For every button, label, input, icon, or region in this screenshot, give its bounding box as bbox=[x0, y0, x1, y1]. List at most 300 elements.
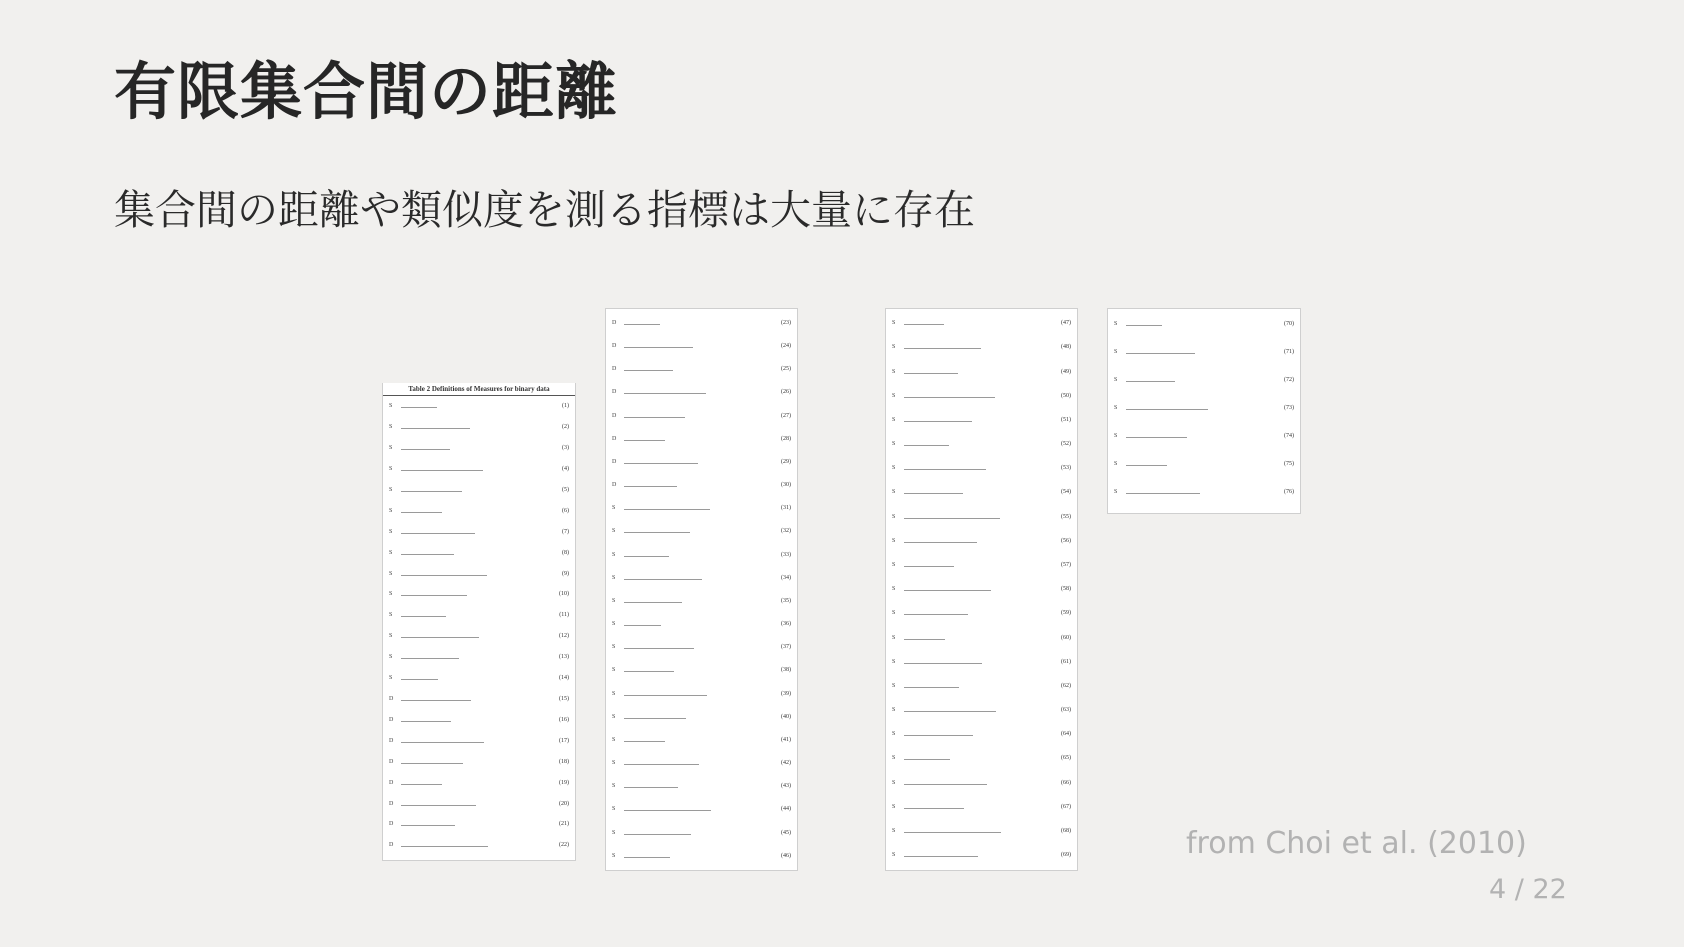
formula-fraction-line bbox=[624, 393, 706, 394]
formula-row bbox=[892, 852, 1071, 862]
equation-number: (43) bbox=[781, 783, 791, 790]
formula-fraction-line bbox=[401, 784, 442, 785]
equation-number: (6) bbox=[562, 507, 569, 514]
equation-number: (37) bbox=[781, 644, 791, 651]
formula-fraction-line bbox=[1126, 381, 1175, 382]
formula-row bbox=[892, 465, 1071, 475]
formula-row bbox=[389, 612, 569, 622]
formula-symbol: S bbox=[389, 675, 393, 682]
formula-fraction-line bbox=[401, 616, 446, 617]
formula-fraction-line bbox=[1126, 409, 1208, 410]
formula-row bbox=[612, 737, 791, 747]
formula-fraction-line bbox=[904, 421, 972, 422]
formula-row bbox=[389, 780, 569, 790]
formula-row bbox=[892, 562, 1071, 572]
formula-symbol: S bbox=[612, 597, 616, 604]
formula-fraction-line bbox=[1126, 353, 1195, 354]
formula-fraction-line bbox=[624, 486, 677, 487]
equation-number: (58) bbox=[1061, 586, 1071, 593]
formula-fraction-line bbox=[401, 742, 484, 743]
equation-number: (53) bbox=[1061, 465, 1071, 472]
formula-row bbox=[612, 436, 791, 446]
formula-fraction-line bbox=[624, 509, 710, 510]
equation-number: (17) bbox=[559, 737, 569, 744]
equation-number: (12) bbox=[559, 633, 569, 640]
formula-symbol: D bbox=[389, 779, 394, 786]
formula-fraction-line bbox=[624, 579, 702, 580]
formula-row bbox=[1114, 489, 1294, 499]
formula-symbol: S bbox=[892, 707, 896, 714]
formula-row bbox=[1114, 433, 1294, 443]
formula-symbol: S bbox=[1114, 461, 1118, 468]
formula-fraction-line bbox=[401, 554, 454, 555]
formula-row bbox=[1114, 349, 1294, 359]
formula-row bbox=[389, 571, 569, 581]
formula-fraction-line bbox=[624, 370, 673, 371]
equation-number: (72) bbox=[1284, 377, 1294, 384]
formula-row bbox=[612, 714, 791, 724]
formula-symbol: S bbox=[612, 829, 616, 836]
formula-symbol: D bbox=[389, 842, 394, 849]
equation-number: (33) bbox=[781, 551, 791, 558]
formula-fraction-line bbox=[904, 348, 981, 349]
formula-row bbox=[612, 783, 791, 793]
formula-fraction-line bbox=[904, 469, 986, 470]
equation-number: (15) bbox=[559, 696, 569, 702]
equation-number: (49) bbox=[1061, 368, 1071, 375]
equation-number: (26) bbox=[781, 389, 791, 396]
equation-number: (59) bbox=[1061, 610, 1071, 617]
equation-number: (51) bbox=[1061, 416, 1071, 423]
formula-fraction-line bbox=[401, 763, 463, 764]
equation-number: (11) bbox=[559, 612, 569, 619]
equation-number: (27) bbox=[781, 412, 791, 419]
equation-number: (35) bbox=[781, 597, 791, 604]
formula-fraction-line bbox=[624, 741, 665, 742]
formula-symbol: S bbox=[892, 561, 896, 568]
formula-fraction-line bbox=[624, 602, 682, 603]
formula-fraction-line bbox=[904, 614, 968, 615]
formula-row bbox=[892, 659, 1071, 669]
formula-fraction-line bbox=[904, 759, 950, 760]
formula-row bbox=[612, 691, 791, 701]
formula-row bbox=[1114, 461, 1294, 471]
equation-number: (56) bbox=[1061, 537, 1071, 544]
formula-fraction-line bbox=[904, 832, 1001, 833]
formula-row bbox=[389, 842, 569, 852]
formula-symbol: S bbox=[892, 634, 896, 641]
formula-fraction-line bbox=[624, 532, 690, 533]
equation-number: (64) bbox=[1061, 731, 1071, 738]
equation-number: (65) bbox=[1061, 755, 1071, 762]
formula-symbol: S bbox=[892, 465, 896, 472]
formula-fraction-line bbox=[904, 493, 963, 494]
formula-row bbox=[612, 366, 791, 376]
formula-row bbox=[612, 806, 791, 816]
formula-symbol: S bbox=[892, 658, 896, 665]
equation-number: (71) bbox=[1284, 349, 1294, 356]
table-rows bbox=[606, 313, 797, 870]
equation-number: (29) bbox=[781, 458, 791, 465]
formula-row bbox=[389, 487, 569, 497]
equation-number: (13) bbox=[559, 654, 569, 661]
equation-number: (25) bbox=[781, 366, 791, 373]
formula-symbol: S bbox=[1114, 349, 1118, 356]
formula-symbol: S bbox=[612, 528, 616, 535]
formula-symbol: S bbox=[612, 551, 616, 558]
equation-number: (61) bbox=[1061, 658, 1071, 665]
equation-number: (50) bbox=[1061, 392, 1071, 399]
formula-row bbox=[389, 529, 569, 539]
formula-symbol: S bbox=[892, 803, 896, 810]
formula-symbol: S bbox=[892, 537, 896, 544]
equation-number: (22) bbox=[559, 842, 569, 849]
equation-number: (46) bbox=[781, 852, 791, 859]
formula-fraction-line bbox=[904, 542, 977, 543]
equation-number: (10) bbox=[559, 591, 569, 598]
formula-row bbox=[389, 424, 569, 434]
formula-row bbox=[612, 760, 791, 770]
slide-subtitle: 集合間の距離や類似度を測る指標は大量に存在 bbox=[114, 186, 975, 234]
formula-symbol: S bbox=[389, 570, 393, 577]
equation-number: (70) bbox=[1284, 321, 1294, 328]
equation-number: (54) bbox=[1061, 489, 1071, 496]
formula-fraction-line bbox=[624, 695, 707, 696]
formula-symbol: S bbox=[892, 682, 896, 689]
equation-number: (30) bbox=[781, 482, 791, 489]
formula-row bbox=[389, 759, 569, 769]
formula-fraction-line bbox=[1126, 325, 1162, 326]
formula-fraction-line bbox=[401, 449, 450, 450]
formula-symbol: S bbox=[892, 852, 896, 859]
equation-number: (5) bbox=[562, 486, 569, 493]
formula-symbol: S bbox=[892, 441, 896, 448]
measures-table-3 bbox=[885, 308, 1078, 871]
formula-fraction-line bbox=[904, 784, 987, 785]
formula-fraction-line bbox=[401, 575, 487, 576]
measures-table-2 bbox=[605, 308, 798, 871]
formula-symbol: D bbox=[612, 435, 617, 442]
equation-number: (31) bbox=[781, 505, 791, 512]
formula-row bbox=[612, 644, 791, 654]
formula-symbol: S bbox=[892, 344, 896, 351]
equation-number: (8) bbox=[562, 549, 569, 556]
formula-symbol: D bbox=[612, 412, 617, 419]
formula-fraction-line bbox=[904, 373, 958, 374]
formula-fraction-line bbox=[401, 491, 462, 492]
formula-symbol: S bbox=[1114, 489, 1118, 496]
measures-table-1 bbox=[382, 383, 576, 861]
formula-symbol: S bbox=[892, 827, 896, 834]
formula-row bbox=[892, 586, 1071, 596]
formula-row bbox=[892, 538, 1071, 548]
equation-number: (38) bbox=[781, 667, 791, 674]
formula-fraction-line bbox=[624, 718, 686, 719]
formula-symbol: D bbox=[612, 366, 617, 373]
equation-number: (19) bbox=[559, 779, 569, 786]
formula-row bbox=[389, 738, 569, 748]
slide-title: 有限集合間の距離 bbox=[114, 55, 619, 128]
formula-fraction-line bbox=[624, 463, 698, 464]
formula-fraction-line bbox=[401, 658, 459, 659]
formula-symbol: S bbox=[389, 466, 393, 472]
formula-fraction-line bbox=[904, 590, 991, 591]
formula-row bbox=[612, 830, 791, 840]
equation-number: (73) bbox=[1284, 405, 1294, 412]
formula-fraction-line bbox=[904, 324, 944, 325]
formula-symbol: S bbox=[389, 507, 393, 514]
formula-fraction-line bbox=[624, 648, 694, 649]
formula-row bbox=[892, 344, 1071, 354]
formula-symbol: D bbox=[612, 482, 617, 489]
equation-number: (47) bbox=[1061, 320, 1071, 327]
formula-symbol: D bbox=[612, 458, 617, 465]
formula-fraction-line bbox=[624, 556, 669, 557]
formula-symbol: S bbox=[892, 779, 896, 786]
table-rows bbox=[886, 313, 1077, 870]
formula-row bbox=[892, 369, 1071, 379]
formula-row bbox=[892, 320, 1071, 330]
formula-fraction-line bbox=[904, 711, 996, 712]
formula-fraction-line bbox=[904, 639, 945, 640]
formula-fraction-line bbox=[401, 470, 483, 471]
equation-number: (36) bbox=[781, 621, 791, 628]
formula-symbol: D bbox=[389, 696, 394, 702]
formula-symbol: S bbox=[1114, 405, 1118, 412]
formula-symbol: D bbox=[389, 758, 394, 765]
equation-number: (16) bbox=[559, 716, 569, 723]
formula-fraction-line bbox=[904, 856, 978, 857]
table-rows bbox=[1108, 313, 1300, 513]
formula-fraction-line bbox=[904, 518, 1000, 519]
formula-fraction-line bbox=[401, 846, 488, 847]
formula-symbol: D bbox=[612, 389, 617, 396]
equation-number: (18) bbox=[559, 758, 569, 765]
formula-fraction-line bbox=[624, 787, 678, 788]
formula-row bbox=[612, 552, 791, 562]
formula-symbol: S bbox=[1114, 321, 1118, 328]
equation-number: (24) bbox=[781, 343, 791, 350]
formula-symbol: D bbox=[389, 821, 394, 828]
page-number: 4 / 22 bbox=[1489, 874, 1567, 905]
formula-row bbox=[612, 482, 791, 492]
formula-row bbox=[389, 675, 569, 685]
formula-row bbox=[892, 828, 1071, 838]
formula-symbol: S bbox=[612, 621, 616, 628]
equation-number: (3) bbox=[562, 445, 569, 452]
formula-fraction-line bbox=[401, 679, 438, 680]
formula-fraction-line bbox=[1126, 465, 1167, 466]
formula-fraction-line bbox=[624, 625, 661, 626]
formula-fraction-line bbox=[401, 825, 455, 826]
equation-number: (57) bbox=[1061, 561, 1071, 568]
formula-row bbox=[389, 696, 569, 706]
formula-row bbox=[389, 801, 569, 811]
formula-fraction-line bbox=[401, 721, 451, 722]
formula-row bbox=[612, 343, 791, 353]
equation-number: (28) bbox=[781, 435, 791, 442]
equation-number: (74) bbox=[1284, 433, 1294, 440]
formula-row bbox=[892, 514, 1071, 524]
formula-fraction-line bbox=[1126, 493, 1200, 494]
formula-row bbox=[389, 654, 569, 664]
formula-symbol: S bbox=[389, 612, 393, 619]
formula-symbol: S bbox=[612, 574, 616, 581]
formula-fraction-line bbox=[624, 764, 699, 765]
formula-symbol: S bbox=[389, 654, 393, 661]
equation-number: (55) bbox=[1061, 513, 1071, 520]
formula-symbol: S bbox=[892, 489, 896, 496]
formula-symbol: D bbox=[389, 716, 394, 723]
equation-number: (44) bbox=[781, 806, 791, 813]
formula-row bbox=[389, 821, 569, 831]
formula-row bbox=[892, 804, 1071, 814]
formula-symbol: S bbox=[389, 549, 393, 556]
formula-symbol: S bbox=[892, 368, 896, 375]
formula-symbol: S bbox=[1114, 433, 1118, 440]
formula-row bbox=[892, 707, 1071, 717]
formula-fraction-line bbox=[624, 834, 691, 835]
equation-number: (66) bbox=[1061, 779, 1071, 786]
formula-row bbox=[892, 489, 1071, 499]
formula-row bbox=[612, 528, 791, 538]
formula-row bbox=[1114, 377, 1294, 387]
formula-fraction-line bbox=[624, 417, 685, 418]
formula-row bbox=[892, 393, 1071, 403]
table-rows bbox=[383, 397, 575, 860]
formula-symbol: S bbox=[389, 633, 393, 640]
formula-symbol: S bbox=[612, 783, 616, 790]
formula-fraction-line bbox=[904, 445, 949, 446]
formula-fraction-line bbox=[401, 512, 442, 513]
equation-number: (67) bbox=[1061, 803, 1071, 810]
formula-symbol: S bbox=[892, 610, 896, 617]
equation-number: (9) bbox=[562, 570, 569, 577]
formula-row bbox=[892, 610, 1071, 620]
equation-number: (7) bbox=[562, 528, 569, 535]
formula-row bbox=[892, 755, 1071, 765]
formula-symbol: S bbox=[612, 713, 616, 720]
equation-number: (45) bbox=[781, 829, 791, 836]
equation-number: (1) bbox=[562, 403, 569, 410]
formula-symbol: S bbox=[612, 505, 616, 512]
formula-row bbox=[892, 635, 1071, 645]
formula-symbol: S bbox=[892, 416, 896, 423]
formula-symbol: D bbox=[389, 800, 394, 807]
formula-fraction-line bbox=[624, 440, 665, 441]
formula-fraction-line bbox=[401, 595, 467, 596]
formula-symbol: D bbox=[612, 343, 617, 350]
formula-symbol: S bbox=[892, 392, 896, 399]
formula-fraction-line bbox=[401, 533, 475, 534]
formula-symbol: S bbox=[612, 644, 616, 651]
formula-row bbox=[892, 780, 1071, 790]
formula-symbol: S bbox=[612, 736, 616, 743]
formula-row bbox=[389, 403, 569, 413]
formula-row bbox=[892, 417, 1071, 427]
formula-fraction-line bbox=[904, 663, 982, 664]
formula-fraction-line bbox=[624, 857, 670, 858]
formula-symbol: S bbox=[612, 690, 616, 697]
formula-row bbox=[892, 683, 1071, 693]
formula-row bbox=[612, 853, 791, 863]
measures-table-4 bbox=[1107, 308, 1301, 514]
formula-symbol: S bbox=[612, 760, 616, 767]
equation-number: (69) bbox=[1061, 852, 1071, 859]
formula-symbol: S bbox=[612, 852, 616, 859]
formula-fraction-line bbox=[904, 808, 964, 809]
equation-number: (20) bbox=[559, 800, 569, 807]
equation-number: (48) bbox=[1061, 344, 1071, 351]
formula-row bbox=[389, 717, 569, 727]
formula-fraction-line bbox=[904, 687, 959, 688]
formula-symbol: S bbox=[389, 445, 393, 452]
formula-row bbox=[612, 505, 791, 515]
formula-fraction-line bbox=[904, 566, 954, 567]
formula-row bbox=[612, 598, 791, 608]
source-citation: from Choi et al. (2010) bbox=[1186, 826, 1527, 861]
table-caption: Table 2 Definitions of Measures for binary data bbox=[408, 385, 550, 393]
formula-symbol: S bbox=[389, 403, 393, 410]
formula-fraction-line bbox=[401, 407, 437, 408]
formula-fraction-line bbox=[624, 810, 711, 811]
formula-fraction-line bbox=[401, 637, 479, 638]
equation-number: (32) bbox=[781, 528, 791, 535]
formula-symbol: S bbox=[892, 755, 896, 762]
formula-row bbox=[389, 508, 569, 518]
formula-row bbox=[612, 389, 791, 399]
formula-symbol: S bbox=[612, 667, 616, 674]
formula-fraction-line bbox=[401, 428, 470, 429]
formula-symbol: S bbox=[892, 320, 896, 327]
formula-symbol: S bbox=[892, 586, 896, 593]
formula-fraction-line bbox=[1126, 437, 1187, 438]
formula-fraction-line bbox=[904, 397, 995, 398]
formula-symbol: S bbox=[1114, 377, 1118, 384]
formula-row bbox=[612, 575, 791, 585]
equation-number: (52) bbox=[1061, 441, 1071, 448]
formula-fraction-line bbox=[401, 805, 476, 806]
equation-number: (34) bbox=[781, 574, 791, 581]
formula-symbol: D bbox=[389, 737, 394, 744]
formula-fraction-line bbox=[624, 347, 693, 348]
formula-row bbox=[389, 445, 569, 455]
equation-number: (76) bbox=[1284, 489, 1294, 496]
equation-number: (39) bbox=[781, 690, 791, 697]
formula-symbol: S bbox=[892, 731, 896, 738]
formula-symbol: S bbox=[389, 424, 393, 431]
formula-row bbox=[612, 459, 791, 469]
equation-number: (41) bbox=[781, 736, 791, 743]
formula-row bbox=[612, 413, 791, 423]
formula-symbol: S bbox=[612, 806, 616, 813]
equation-number: (68) bbox=[1061, 827, 1071, 834]
formula-row bbox=[892, 731, 1071, 741]
equation-number: (63) bbox=[1061, 707, 1071, 714]
formula-row bbox=[389, 466, 569, 476]
equation-number: (62) bbox=[1061, 682, 1071, 689]
formula-row bbox=[389, 550, 569, 560]
formula-row bbox=[892, 441, 1071, 451]
formula-row bbox=[612, 320, 791, 330]
equation-number: (40) bbox=[781, 713, 791, 720]
formula-symbol: S bbox=[892, 513, 896, 520]
formula-fraction-line bbox=[624, 671, 674, 672]
formula-symbol: S bbox=[389, 486, 393, 493]
equation-number: (2) bbox=[562, 424, 569, 431]
formula-row bbox=[612, 621, 791, 631]
equation-number: (60) bbox=[1061, 634, 1071, 641]
